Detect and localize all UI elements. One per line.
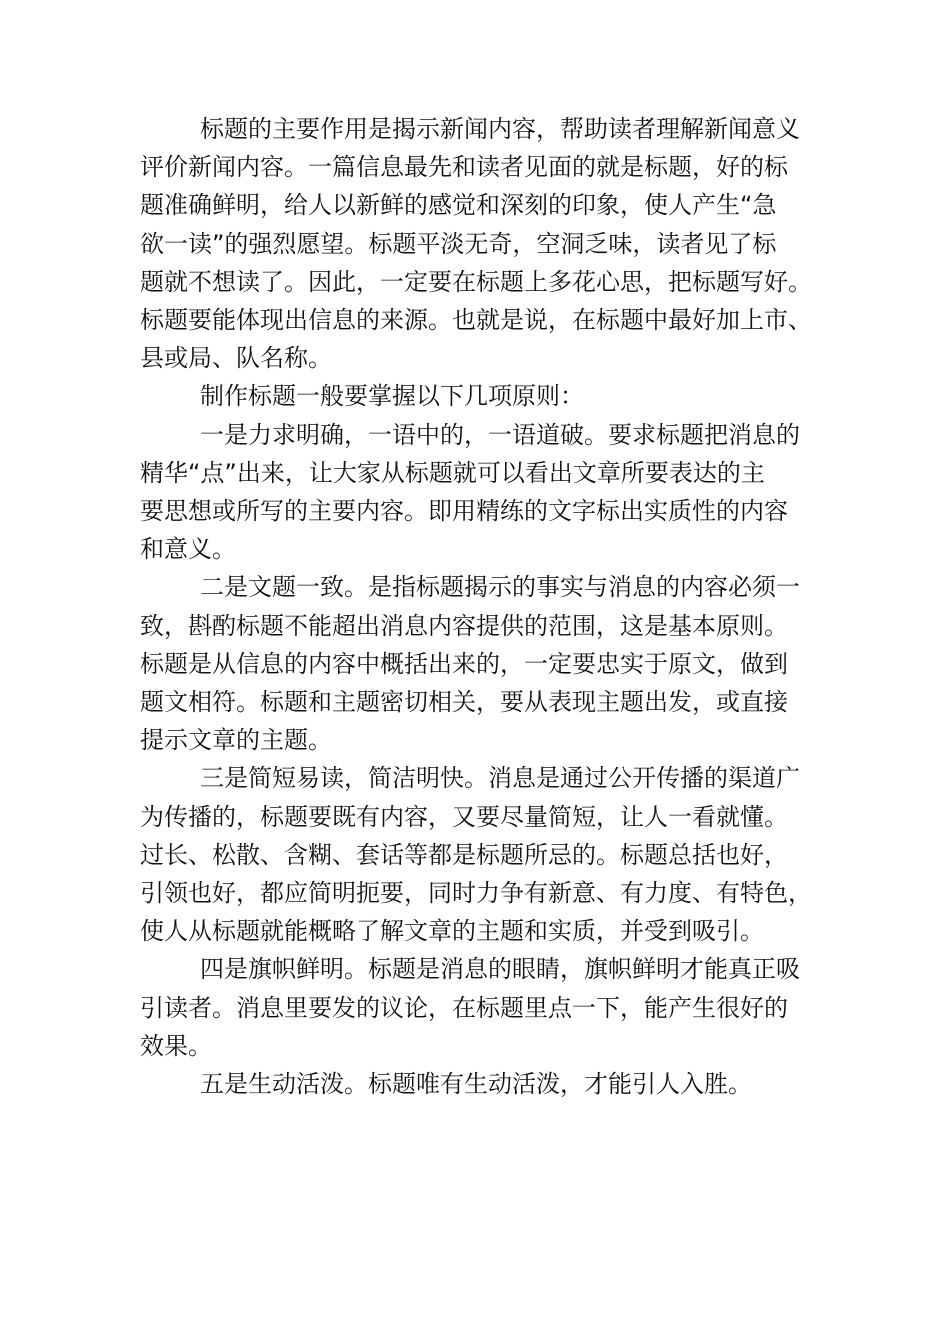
- text-line: 题文相符。标题和主题密切相关，要从表现主题出发，或直接: [140, 688, 788, 717]
- text-line: 效果。: [140, 1031, 212, 1060]
- text-line: 评价新闻内容。一篇信息最先和读者见面的就是标题，好的标: [140, 153, 788, 182]
- text-line: 标题要能体现出信息的来源。也就是说，在标题中最好加上市、: [140, 306, 812, 335]
- paragraph-principle-1: [140, 416, 860, 569]
- text-line: 引领也好，都应简明扼要，同时力争有新意、有力度、有特色，: [140, 879, 812, 908]
- text-line: 过长、松散、含糊、套话等都是标题所忌的。标题总括也好，: [140, 840, 788, 869]
- text-line: 县或局、队名称。: [140, 344, 332, 373]
- text-line: 三是简短易读，简洁明快。消息是通过公开传播的渠道广: [200, 764, 800, 793]
- text-line: 题就不想读了。因此，一定要在标题上多花心思，把标题写好。: [140, 267, 812, 296]
- text-line: 二是文题一致。是指标题揭示的事实与消息的内容必须一: [200, 573, 800, 602]
- text-line: 四是旗帜鲜明。标题是消息的眼睛，旗帜鲜明才能真正吸: [200, 955, 800, 984]
- text-line: 一是力求明确，一语中的，一语道破。要求标题把消息的: [200, 420, 800, 449]
- text-line: 致，斟酌标题不能超出消息内容提供的范围，这是基本原则。: [140, 611, 788, 640]
- paragraph-principle-4: [140, 950, 860, 1065]
- text-line: 精华“点”出来，让大家从标题就可以看出文章所要表达的主: [140, 458, 765, 487]
- paragraph-intro: [140, 110, 860, 377]
- text-line: 题准确鲜明，给人以新鲜的感觉和深刻的印象，使人产生“急: [140, 191, 777, 220]
- text-line: 制作标题一般要掌握以下几项原则：: [200, 382, 584, 411]
- text-line: 标题是从信息的内容中概括出来的，一定要忠实于原文，做到: [140, 649, 788, 678]
- paragraph-principles-heading: [140, 377, 860, 415]
- text-line: 提示文章的主题。: [140, 726, 332, 755]
- paragraph-principle-5: [140, 1065, 860, 1103]
- document-body: [140, 110, 860, 1103]
- text-line: 要思想或所写的主要内容。即用精练的文字标出实质性的内容: [140, 497, 788, 526]
- text-line: 五是生动活泼。标题唯有生动活泼，才能引人入胜。: [200, 1070, 752, 1099]
- text-line: 为传播的，标题要既有内容，又要尽量简短，让人一看就懂。: [140, 802, 788, 831]
- text-line: 引读者。消息里要发的议论，在标题里点一下，能产生很好的: [140, 993, 788, 1022]
- text-line: 标题的主要作用是揭示新闻内容，帮助读者理解新闻意义: [200, 115, 800, 143]
- text-line: 欲一读”的强烈愿望。标题平淡无奇，空洞乏味，读者见了标: [140, 229, 777, 258]
- paragraph-principle-3: [140, 759, 860, 950]
- paragraph-principle-2: [140, 568, 860, 759]
- text-line: 使人从标题就能概略了解文章的主题和实质，并受到吸引。: [140, 917, 764, 946]
- text-line: 和意义。: [140, 535, 236, 564]
